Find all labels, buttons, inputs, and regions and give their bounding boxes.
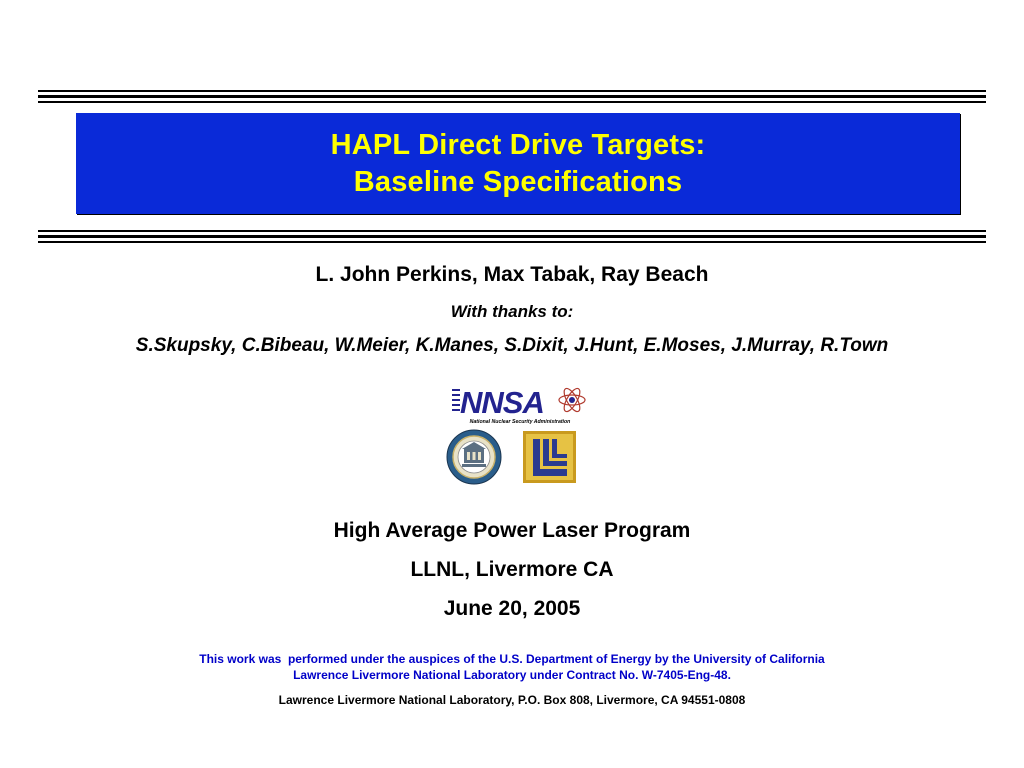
program-name: High Average Power Laser Program [333, 519, 691, 542]
lab-address: Lawrence Livermore National Laboratory, P.O. Box 808, Livermore, CA 94551-0808 [278, 693, 746, 707]
acknowledgement-label: With thanks to: [450, 302, 574, 321]
location: LLNL, Livermore CA [410, 558, 614, 581]
title-line-1: HAPL Direct Drive Targets: [330, 128, 706, 161]
title-line-2: Baseline Specifications [353, 165, 683, 198]
nnsa-logo [450, 383, 588, 425]
acknowledgement-names: S.Skupsky, C.Bibeau, W.Meier, K.Manes, S.Dixit, J.Hunt, E.Moses, J.Murray, R.Town [135, 335, 889, 356]
bottom-rule-lines [38, 230, 986, 244]
authors: L. John Perkins, Max Tabak, Ray Beach [315, 263, 709, 286]
nnsa-caption: National Nuclear Security Administration [469, 419, 571, 425]
title-banner [76, 113, 960, 214]
nnsa-wordmark: NNSA [460, 385, 544, 420]
contract-statement-line-1: This work was performed under the auspices of the U.S. Department of Energy by the University of California [199, 652, 825, 666]
llnl-logo-icon [523, 431, 576, 483]
top-rule-lines [38, 90, 986, 104]
contract-statement-line-2: Lawrence Livermore National Laboratory under Contract No. W-7405-Eng-48. [293, 668, 731, 682]
doe-seal-icon [446, 429, 502, 485]
presentation-date: June 20, 2005 [443, 597, 581, 620]
